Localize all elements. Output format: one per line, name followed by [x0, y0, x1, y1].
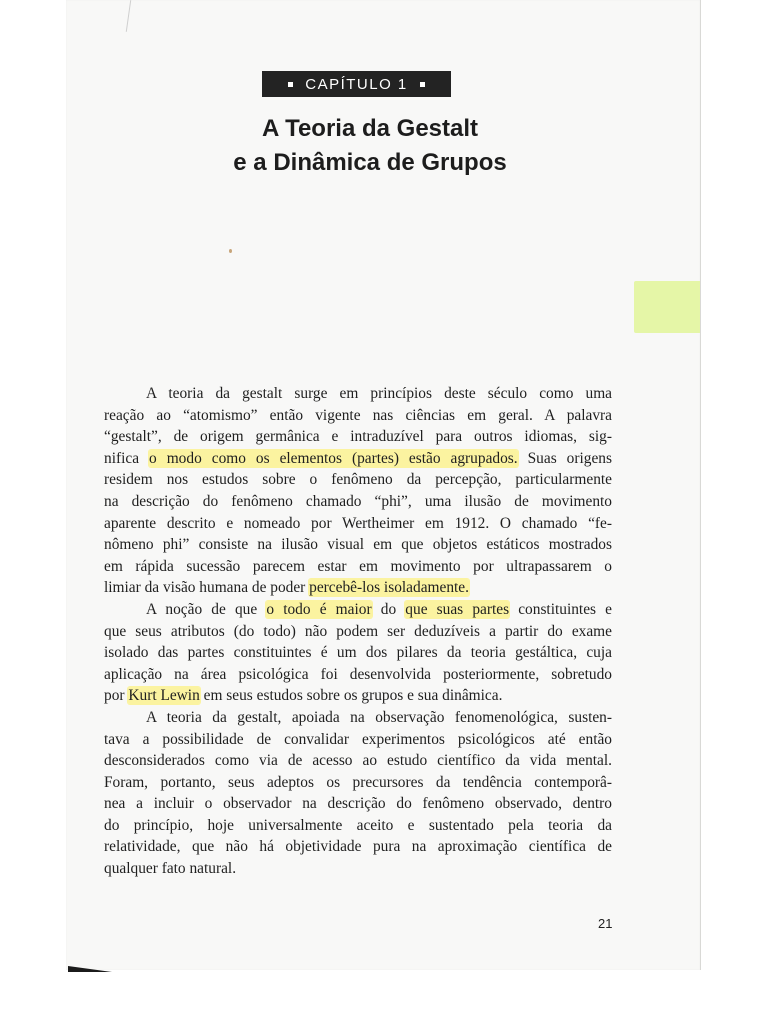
- sticky-note-flag: [634, 281, 700, 333]
- text-line: nea a incluir o observador na descrição do fenômeno observado, dentro: [104, 795, 612, 813]
- text-line: relatividade, que não há objetividade pura na aproximação científica de: [104, 838, 612, 856]
- text-line: do princípio, hoje universalmente aceito e sustentado pela teoria da: [104, 816, 612, 834]
- text-line: aplicação na área psicológica foi desenvolvida posteriormente, sobretudo: [104, 665, 612, 683]
- text-fragment: A noção de que: [146, 600, 258, 618]
- text-line: nômeno phi” consiste na ilusão visual em que objetos estáticos mostrados: [104, 536, 612, 554]
- text-line: desconsiderados como via de acesso ao estudo científico da vida mental.: [104, 752, 612, 770]
- text-line: aparente descrito e nomeado por Wertheimer em 1912. O chamado “fe-: [104, 514, 612, 532]
- text-line: [104, 599, 612, 621]
- text-line: qualquer fato natural.: [104, 860, 237, 878]
- text-fragment: nifica: [104, 449, 140, 467]
- body-text: [104, 383, 612, 880]
- chapter-label: CAPÍTULO 1: [305, 75, 408, 93]
- chapter-title-line-2: e a Dinâmica de Grupos: [233, 149, 507, 176]
- page-corner-shadow: [68, 960, 112, 972]
- highlight: Kurt Lewin: [128, 687, 200, 705]
- page-number: 21: [598, 916, 613, 931]
- text-line: reação ao “atomismo” então vigente nas ciências em geral. A palavra: [104, 406, 612, 424]
- chapter-badge: [262, 71, 451, 97]
- square-bullet-icon: [420, 82, 425, 87]
- chapter-title: [160, 112, 580, 180]
- highlight: que suas partes: [405, 600, 510, 618]
- chapter-title-line-1: A Teoria da Gestalt: [261, 115, 479, 142]
- text-line: tava a possibilidade de convalidar experimentos psicológicos até então: [104, 730, 612, 748]
- text-fragment: constituintes e: [518, 600, 612, 618]
- highlight: percebê-los isoladamente.: [309, 579, 469, 597]
- text-fragment: Suas origens: [527, 449, 612, 467]
- text-fragment: em seus estudos sobre os grupos e sua dinâmica.: [203, 687, 503, 705]
- text-line: em rápida sucessão parecem estar em movimento por ultrapassarem o: [104, 557, 612, 575]
- highlight: o modo como os elementos (partes) estão agrupados.: [149, 449, 518, 467]
- text-line: na descrição do fenômeno chamado “phi”, uma ilusão de movimento: [104, 492, 612, 510]
- text-line: que seus atributos (do todo) não podem ser deduzíveis a partir do exame: [104, 622, 612, 640]
- text-line: A teoria da gestalt, apoiada na observação fenomenológica, susten-: [146, 708, 612, 726]
- text-line: residem nos estudos sobre o fenômeno da percepção, particularmente: [104, 471, 612, 489]
- text-line: [104, 685, 612, 707]
- highlight: o todo é maior: [266, 600, 372, 618]
- text-line: [104, 577, 612, 599]
- text-fragment: limiar da visão humana de poder: [104, 579, 306, 597]
- text-line: [104, 448, 612, 470]
- text-line: Foram, portanto, seus adeptos os precursores da tendência contemporâ-: [104, 773, 612, 791]
- square-bullet-icon: [288, 82, 293, 87]
- text-line: A teoria da gestalt surge em princípios deste século como uma: [146, 385, 612, 402]
- text-fragment: do: [380, 600, 397, 618]
- text-fragment: por: [104, 687, 125, 705]
- text-line: isolado das partes constituintes é um dos pilares da teoria gestáltica, cuja: [104, 644, 612, 662]
- text-line: “gestalt”, de origem germânica e intraduzível para outros idiomas, sig-: [104, 428, 612, 446]
- ink-speck: [229, 249, 232, 253]
